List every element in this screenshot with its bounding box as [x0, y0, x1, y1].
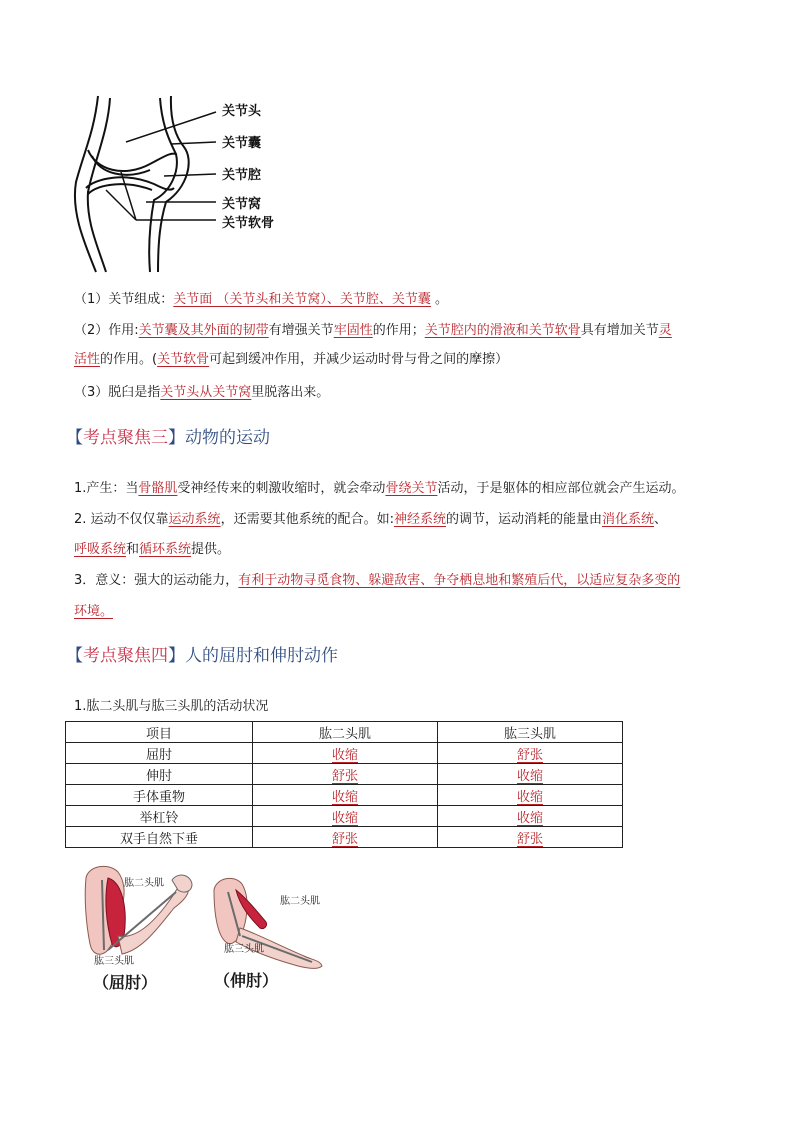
table-cell: 收缩: [253, 785, 438, 806]
answer-blank: 关节囊及其外面的韧带: [138, 323, 269, 338]
answer-blank: 关节头从关节窝: [160, 385, 252, 400]
table-cell: 舒张: [438, 827, 623, 848]
table-cell: 收缩: [438, 785, 623, 806]
table-header: 肱三头肌: [438, 722, 623, 743]
ext-triceps-label: 肱三头肌: [224, 944, 264, 955]
joint-diagram: [66, 92, 296, 277]
motion-systems-line1: 2. 运动不仅仅靠运动系统，还需要其他系统的配合。如:神经系统的调节，运动消耗的能量由消化系统、: [74, 512, 668, 527]
label-joint-cavity: 关节腔: [222, 168, 262, 183]
answer-blank: 循环系统: [139, 542, 192, 557]
knee-joint-illustration: [66, 92, 296, 277]
arm-flexion-figure: [78, 858, 198, 968]
flex-triceps-label: 肱三头肌: [94, 956, 134, 967]
motion-significance-line2: [74, 602, 113, 622]
table-cell: 舒张: [253, 764, 438, 785]
answer-blank: 运动系统: [168, 512, 221, 527]
arm-extension-figure: [208, 872, 328, 972]
joint-composition: （1）关节组成：关节面 （关节头和关节窝）、关节腔、关节囊 。: [74, 292, 449, 307]
answer-blank: 消化系统: [601, 512, 654, 527]
table-cell: 伸肘: [66, 764, 253, 785]
table-row: [66, 827, 623, 848]
answer-blank: 环境。: [74, 604, 114, 619]
answer-blank: 有利于动物寻觅食物、躲避敌害、争夺栖息地和繁殖后代，以适应复杂多变的: [238, 573, 681, 588]
label-joint-socket: 关节窝: [222, 197, 262, 212]
table-title: 1.肱二头肌与肱三头肌的活动状况: [74, 699, 269, 714]
section-3-heading: 【考点聚焦三】动物的运动: [66, 428, 270, 448]
answer-blank: 灵: [658, 323, 672, 338]
table-cell: 收缩: [253, 743, 438, 764]
extended-arm-illustration: [208, 872, 328, 972]
flex-caption: （屈肘）: [93, 973, 158, 992]
ext-biceps-label: 肱二头肌: [280, 896, 320, 907]
joint-function-line2: 活性的作用。(关节软骨可起到缓冲作用，并减少运动时骨与骨之间的摩擦）: [74, 352, 509, 367]
label-articular-head: 关节头: [222, 104, 262, 119]
table-cell: 收缩: [253, 806, 438, 827]
answer-blank: 骨绕关节: [385, 481, 438, 496]
muscle-activity-table: [65, 721, 623, 848]
answer-blank: 关节面 （关节头和关节窝）、关节腔、关节囊: [173, 292, 431, 307]
table-header: 项目: [66, 722, 253, 743]
answer-blank: 呼吸系统: [74, 542, 127, 557]
section-4-heading: 【考点聚焦四】人的屈肘和伸肘动作: [66, 646, 338, 666]
table-row: [66, 806, 623, 827]
table-header: 肱二头肌: [253, 722, 438, 743]
table-row: [66, 785, 623, 806]
label-articular-cartilage: 关节软骨: [222, 216, 275, 231]
motion-significance-line1: 3．意义：强大的运动能力，有利于动物寻觅食物、躲避敌害、争夺栖息地和繁殖后代，以适应复杂多变的: [74, 573, 681, 588]
label-joint-capsule: 关节囊: [222, 136, 262, 151]
answer-blank: 牢固性: [333, 323, 373, 338]
table-cell: 收缩: [438, 806, 623, 827]
table-cell: 手体重物: [66, 785, 253, 806]
table-header-row: [66, 722, 623, 743]
answer-blank: 关节软骨: [157, 352, 210, 367]
dislocation-definition: （3）脱臼是指关节头从关节窝里脱落出来。: [74, 385, 330, 400]
table-cell: 双手自然下垂: [66, 827, 253, 848]
table-cell: 屈肘: [66, 743, 253, 764]
answer-blank: 关节腔内的滑液和关节软骨: [424, 323, 581, 338]
table-row: [66, 764, 623, 785]
flex-biceps-label: 肱二头肌: [124, 878, 164, 889]
answer-blank: 活性: [74, 352, 101, 367]
motion-systems-line2: 呼吸系统和循环系统提供。: [74, 542, 231, 557]
motion-origin: 1.产生：当骨骼肌受神经传来的刺激收缩时，就会牵动骨绕关节活动，于是躯体的相应部位就会产生运动。: [74, 481, 685, 496]
answer-blank: 神经系统: [393, 512, 446, 527]
table-cell: 举杠铃: [66, 806, 253, 827]
table-row: [66, 743, 623, 764]
table-cell: 舒张: [253, 827, 438, 848]
table-cell: 收缩: [438, 764, 623, 785]
table-cell: 舒张: [438, 743, 623, 764]
ext-caption: （伸肘）: [214, 971, 279, 990]
answer-blank: 骨骼肌: [138, 481, 178, 496]
joint-function-line1: （2）作用:关节囊及其外面的韧带有增强关节牢固性的作用；关节腔内的滑液和关节软骨具有增加关节灵: [74, 323, 672, 338]
